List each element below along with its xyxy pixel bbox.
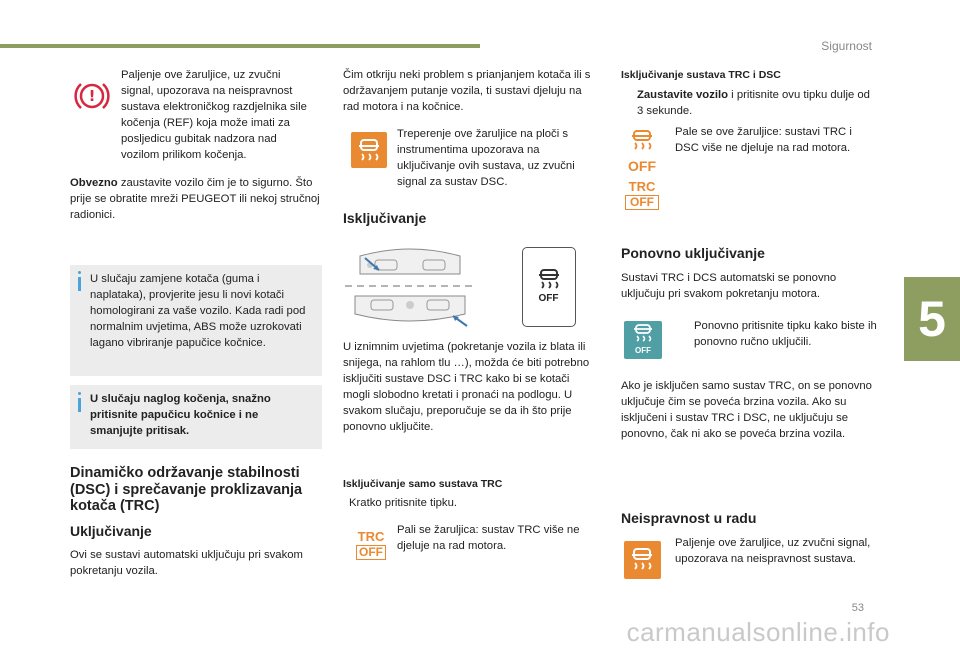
skid-car-orange-icon <box>624 128 660 154</box>
auto-reactivation-text: Sustavi TRC i DCS automatski se ponovno uključuju pri svakom pokretanju motora. <box>621 272 837 301</box>
section-title: Sigurnost <box>821 39 872 53</box>
must-bold: Obvezno <box>70 177 118 189</box>
trc-dsc-off-heading: Isključivanje sustava TRC i DSC <box>621 69 781 81</box>
info-note-braking <box>70 385 322 449</box>
info-icon-dot <box>78 392 81 395</box>
dsc-off-button-icon <box>624 321 662 359</box>
intro-text: Čim otkriju neki problem s prianjanjem kotača ili s održavanjem putanje vozila, ti sustavi djeluju na rad motora i na kočnice. <box>343 69 591 114</box>
step-bold: Zaustavite vozilo <box>637 89 729 101</box>
step-rest: i pritisnite ovu tipku dulje od 3 sekunde. <box>637 89 870 118</box>
switch-on-text: Ovi se sustavi automatski uključuju pri svakom pokretanju vozila. <box>70 549 303 578</box>
trc-text: TRC <box>628 179 656 194</box>
dsc-trc-heading: Dinamičko održavanje stabilnosti (DSC) i sprečavanje proklizavanja kotača (TRC) <box>70 465 303 515</box>
skid-fault-icon <box>624 541 661 579</box>
off-text: OFF <box>356 545 386 560</box>
trc-only-step-text: Kratko pritisnite tipku. <box>349 497 457 509</box>
dashboard-illustration <box>345 244 475 330</box>
must-text: zaustavite vozilo čim je to sigurno. Što prije se obratite mreži PEUGEOT ili nekoj stručnoj radionici. <box>70 177 320 222</box>
top-accent-bar <box>0 44 480 48</box>
reactivation-heading: Ponovno uključivanje <box>621 245 765 261</box>
page-number: 53 <box>851 602 864 614</box>
chapter-tab: 5 <box>904 277 960 361</box>
switch-on-heading: Uključivanje <box>70 523 152 539</box>
brake-warning-icon <box>72 76 112 116</box>
skid-warning-icon <box>351 132 387 168</box>
trc-text: TRC <box>357 529 385 544</box>
exclamation-mark: ! <box>88 87 96 105</box>
off-text: OFF <box>628 158 656 175</box>
info-icon <box>78 398 81 412</box>
note-braking-text: U slučaju naglog kočenja, snažno pritisnite papučicu kočnice i ne smanjujte pritisak. <box>90 393 271 438</box>
trc-only-step <box>343 495 457 511</box>
fault-text: Paljenje ove žaruljice, uz zvučni signal, upozorava na neispravnost sustava. <box>675 537 871 566</box>
skid-off-lamp-icon <box>624 128 660 175</box>
info-note-wheels <box>70 265 322 376</box>
dsc-off-button-illustration <box>522 247 576 327</box>
brake-warning-text: Paljenje ove žaruljice, uz zvučni signal, upozorava na neispravnost sustava elektroničkog razdjelnika sile kočenja (REF) koja može imati za posljedicu gubitak nadzora nad vozilom prilikom kočenja. <box>121 69 307 162</box>
off-text: OFF <box>635 346 651 355</box>
trc-only-result: Pali se žaruljica: sustav TRC više ne djeluje na rad motora. <box>397 524 580 553</box>
trc-dsc-off-step-text <box>637 87 875 119</box>
info-icon-dot <box>78 271 81 274</box>
must-stop-paragraph <box>70 175 320 223</box>
trc-only-heading: Isključivanje samo sustava TRC <box>343 478 503 490</box>
trc-off-lamp-icon <box>356 530 386 560</box>
switch-off-heading: Isključivanje <box>343 210 427 226</box>
trc-off-lamp-icon-2 <box>625 180 659 210</box>
switch-off-body: U iznimnim uvjetima (pokretanje vozila iz blata ili snijega, na rahlom tlu …), možda će biti potrebno isključiti sustave DSC i TRC kako bi se kotači mogli slobodno kretati i pronaći na podlogu. U svakom slučaju, preporučuje se da ih što prije ponovno uključite. <box>343 341 590 434</box>
malfunction-heading: Neispravnost u radu <box>621 510 757 526</box>
press-again-text: Ponovno pritisnite tipku kako biste ih ponovno ručno uključili. <box>694 320 877 349</box>
note-wheels-text: U slučaju zamjene kotača (guma i naplataka), provjerite jesu li novi kotači homologirani za vaše vozilo. Kada radi pod normalnim uvjetima, ABS može uzrokovati lagano vibriranje papučice kočnice. <box>90 273 306 350</box>
reactivation-explain: Ako je isključen samo sustav TRC, on se ponovno uključuje čim se poveća brzina vozila. Ako su isključeni i sustav TRC i DSC, ne uključuju se ponovno, čak ni ako se poveća brzina vozila. <box>621 380 872 441</box>
info-icon <box>78 277 81 291</box>
watermark: carmanualsonline.info <box>626 617 890 647</box>
off-text: OFF <box>625 195 659 210</box>
off-label: OFF <box>538 293 559 304</box>
lamps-text: Pale se ove žaruljice: sustavi TRC i DSC više ne djeluje na rad motora. <box>675 126 852 155</box>
flash-warning-text: Treperenje ove žaruljice na ploči s instrumentima upozorava na uključivanje ovih sustava, uz zvučni signal za sustav DSC. <box>397 128 575 189</box>
